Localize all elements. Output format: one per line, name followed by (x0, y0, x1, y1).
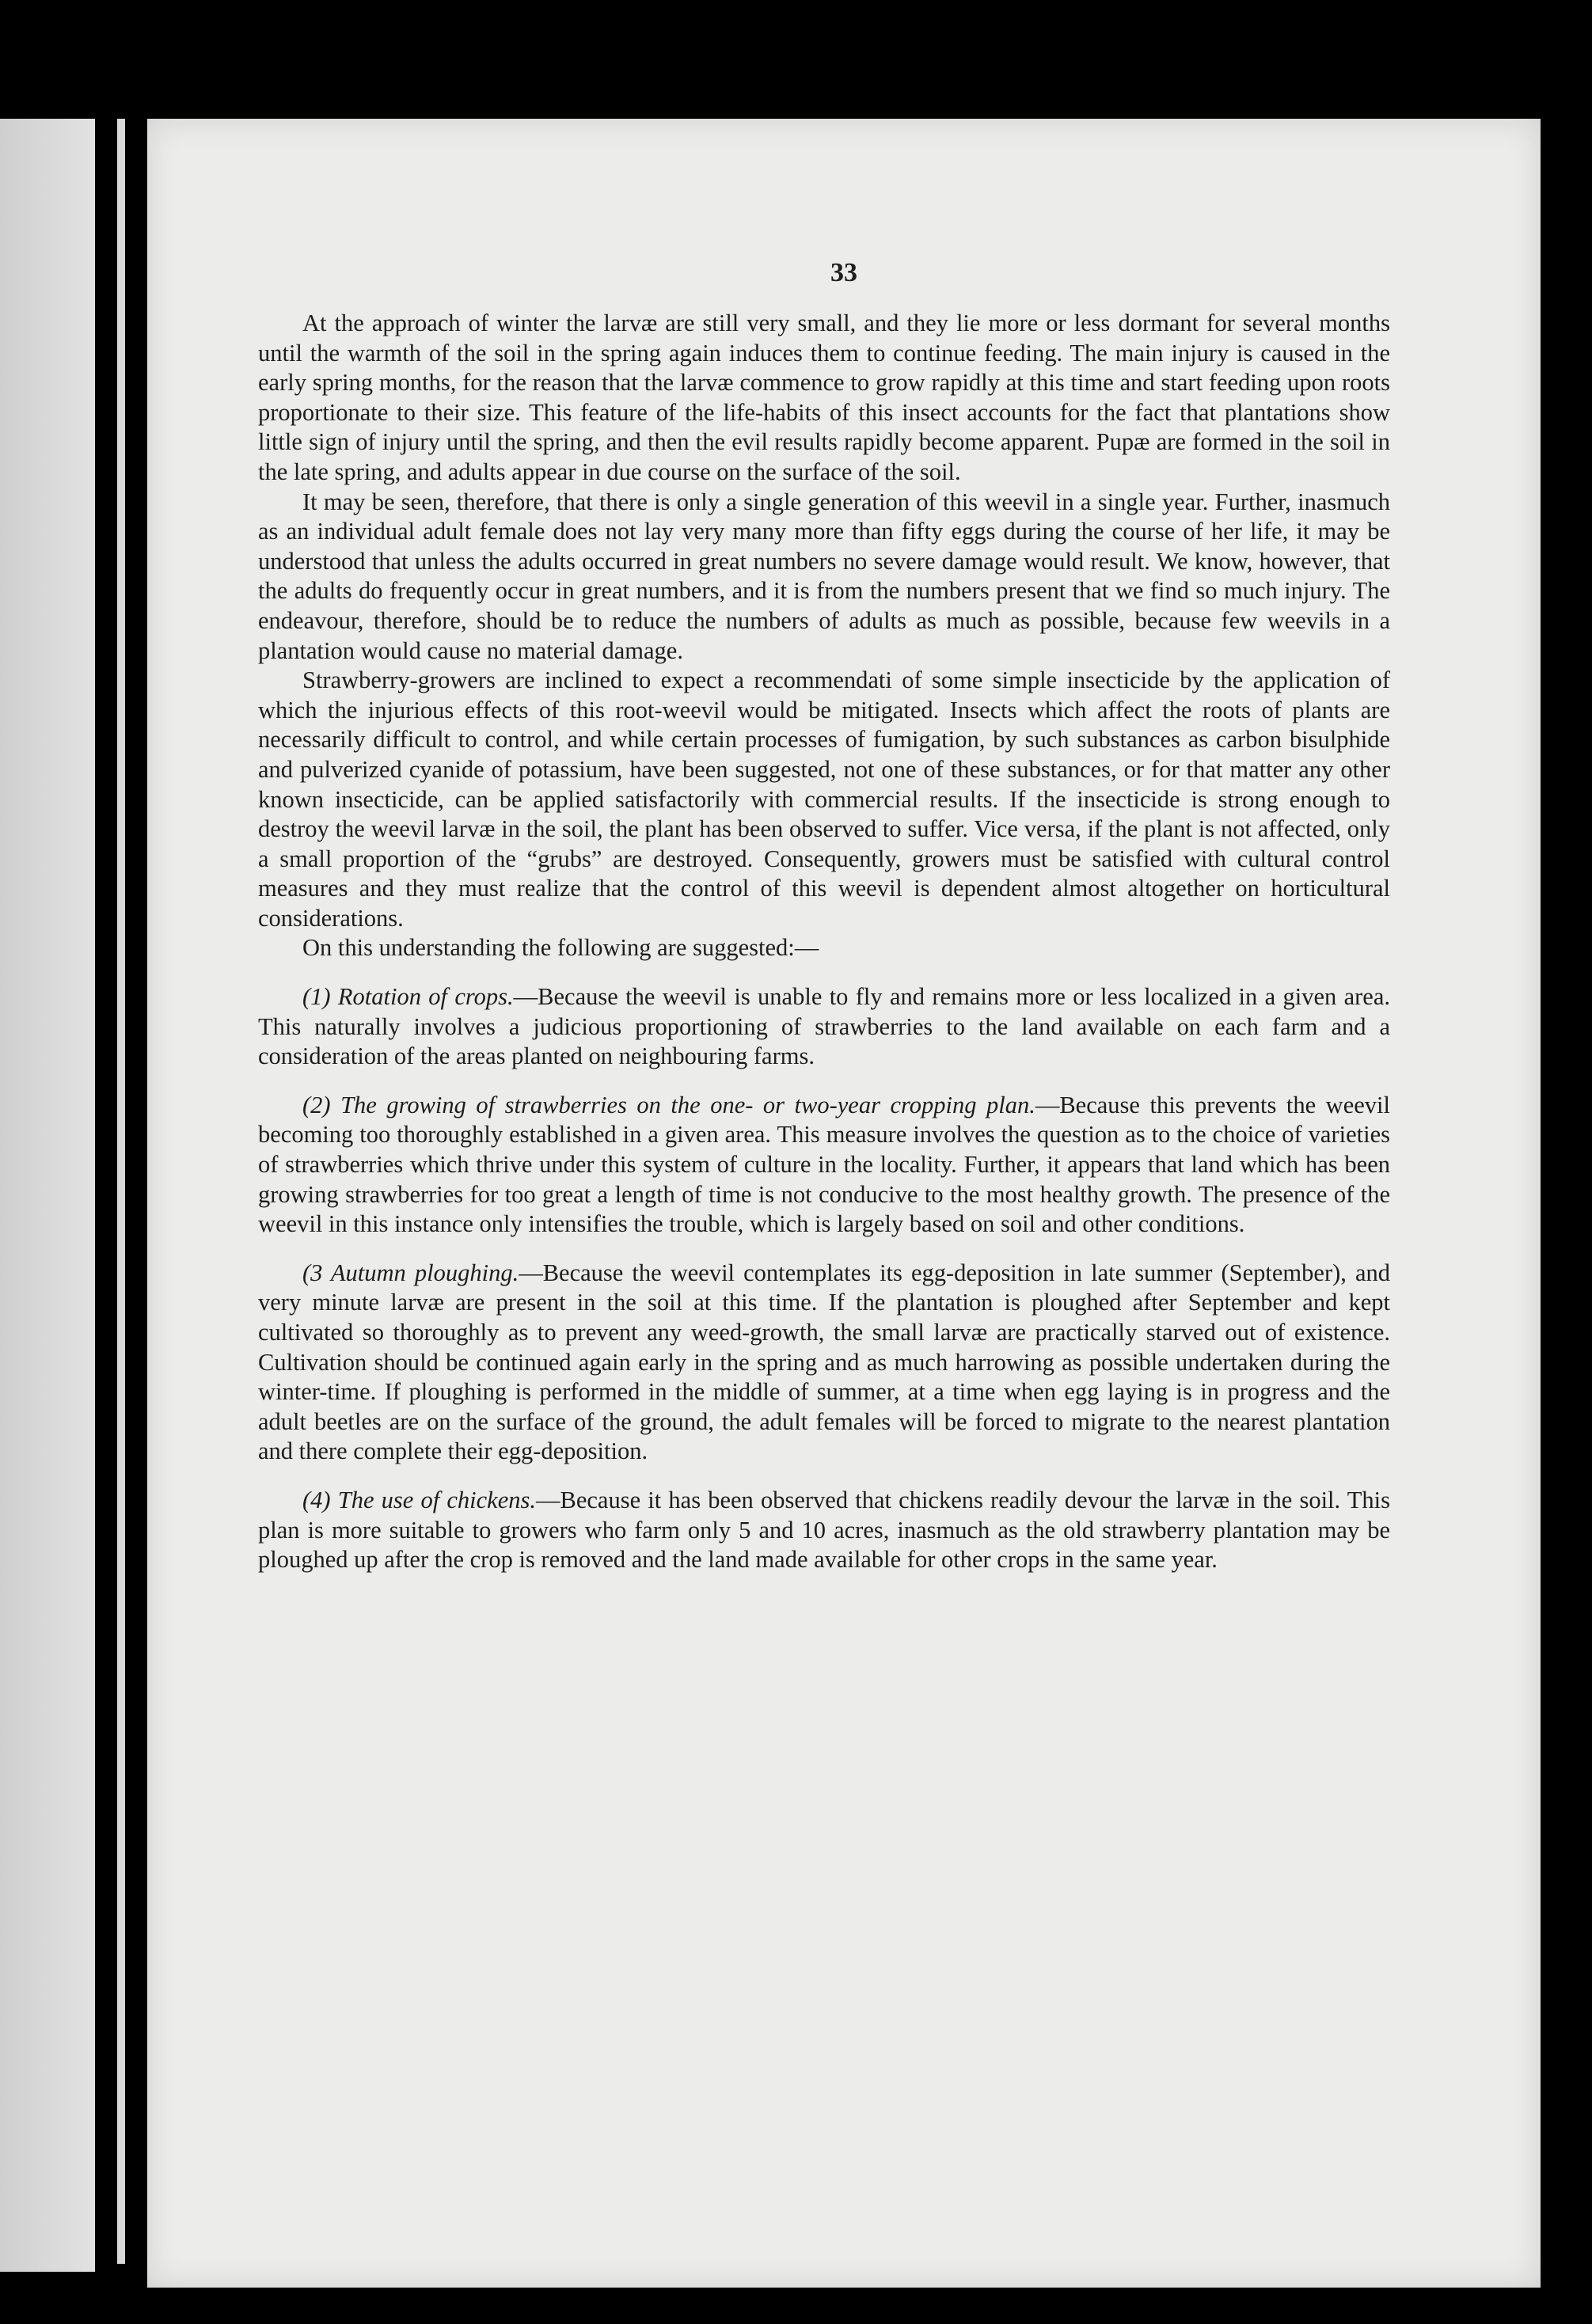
recommendation-heading: (3 Autumn ploughing. (302, 1259, 519, 1286)
paragraph (258, 933, 1390, 963)
recommendation-text: —Because this prevents the weevil becoming too thoroughly established in a given area. This measure involves the question as to the choice of varieties of strawberries which thrive under this system of culture in the locality. Further, it appears that land which has been growing strawberries for too great a length of time is not conducive to the most healthy growth. The presence of the weevil in this instance only intensifies the trouble, which is largely based on soil and other conditions. (258, 1091, 1390, 1238)
adjacent-page-edge (0, 119, 95, 2272)
recommendation-heading: (4) The use of chickens. (302, 1486, 536, 1513)
paragraph (258, 666, 1390, 933)
document-page (147, 119, 1541, 2288)
recommendation-paragraph (258, 982, 1390, 1072)
recommendation-paragraph (258, 1259, 1390, 1467)
page-footer-space (258, 1575, 1390, 1576)
recommendation-heading: (1) Rotation of crops. (302, 983, 514, 1011)
page-number: 33 (830, 258, 857, 287)
recommendation-text: —Because the weevil contemplates its egg-deposition in late summer (September), and very minute larvæ are present in the soil at this time. If the plantation is ploughed after September and kept cultivated so thoroughly as to prevent any weed-growth, the small larvæ are practically starved out of existence. Cultivation should be continued again early in the spring and as much harrowing as possible undertaken during the winter-time. If ploughing is performed in the middle of summer, at a time when egg laying is in progress and the adult beetles are on the surface of the ground, the adult females will be forced to migrate to the nearest plantation and there complete their egg-deposition. (258, 1259, 1390, 1465)
recommendation-text: —Because the weevil is unable to fly and remains more or less localized in a given area. This naturally involves a judicious proportioning of strawberries to the land available on each farm and a consideration of the areas planted on neighbouring farms. (258, 983, 1390, 1070)
paragraph-text: At the approach of winter the larvæ are still very small, and they lie more or less dormant for several months until the warmth of the soil in the spring again induces them to continue feeding. The main injury is caused in the early spring months, for the reason that the larvæ commence to grow rapidly at this time and start feeding upon roots proportionate to their size. This feature of the life-habits of this insect accounts for the fact that plantations show little sign of injury until the spring, and then the evil results rapidly become apparent. Pupæ are formed in the soil in the late spring, and adults appear in due course on the surface of the soil. (258, 309, 1390, 485)
paragraph-text: On this understanding the following are suggested:— (302, 934, 819, 962)
body-text (258, 309, 1390, 1576)
page-spine-edge (117, 119, 125, 2264)
paragraph (258, 488, 1390, 666)
paragraph-text: Strawberry-growers are inclined to expect a recommendati of some simple insecticide by the application of which the injurious effects of this root-weevil would be mitigated. Insects which affect the roots of plants are necessarily difficult to control, and while certain processes of fumigation, by such substances as carbon bisulphide and pulverized cyanide of potassium, have been suggested, not one of these substances, or for that matter any other known insecticide, can be applied satisfactorily with commercial results. If the insecticide is strong enough to destroy the weevil larvæ in the soil, the plant has been observed to suffer. Vice versa, if the plant is not affected, only a small proportion of the “grubs” are destroyed. Consequently, growers must be satisfied with cultural control measures and they must realize that the control of this weevil is dependent almost altogether on horticultural considerations. (258, 666, 1390, 932)
recommendation-heading: (2) The growing of strawberries on the one- or two-year cropping plan. (302, 1091, 1035, 1118)
recommendation-text: —Because it has been observed that chickens readily devour the larvæ in the soil. This plan is more suitable to growers who farm only 5 and 10 acres, inasmuch as the old strawberry plantation may be ploughed up after the crop is removed and the land made available for other crops in the same year. (258, 1486, 1390, 1574)
recommendation-paragraph (258, 1091, 1390, 1240)
paragraph-text: It may be seen, therefore, that there is only a single generation of this weevil in a single year. Further, inasmuch as an individual adult female does not lay very many more than fifty eggs during the course of her life, it may be understood that unless the adults occurred in great numbers no severe damage would result. We know, however, that the adults do frequently occur in great numbers, and it is from the numbers present that we find so much injury. The endeavour, therefore, should be to reduce the numbers of adults as much as possible, because few weevils in a plantation would cause no material damage. (258, 488, 1390, 664)
paragraph (258, 309, 1390, 488)
recommendation-paragraph (258, 1486, 1390, 1575)
